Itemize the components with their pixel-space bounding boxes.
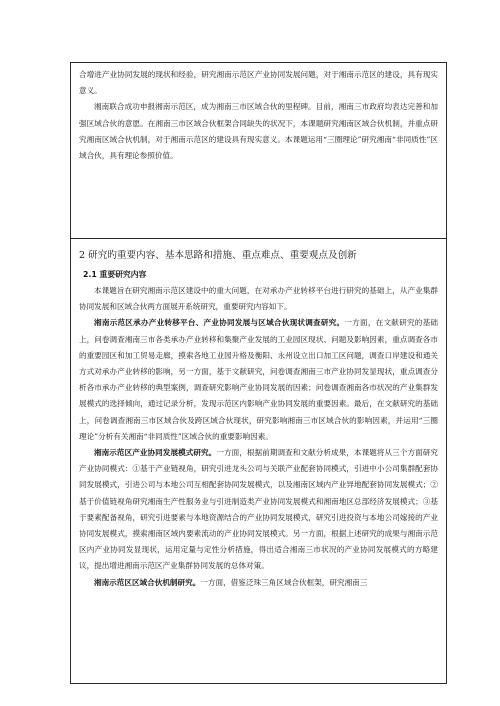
table-cell-research-content <box>71 238 446 683</box>
table-cell-background <box>71 63 446 237</box>
paragraph-continued: 合增进产业协同发展的现状和经验，研究湘南示范区产业协同发展问题，对于湘南示范区的建设，具有现实意义。 <box>79 70 438 96</box>
paragraph-survey-title: 湘南示范区承办产业转移平台、产业协同发展与区域合伙现状调查研究。 <box>94 318 345 328</box>
paragraph-survey-body: 一方面，在文献研究的基础上，问卷调查湘南三市各类承办产业转移和集聚产业发展的工业园区现状、问题及影响因素，重点调查各市的重要园区和加工贸易走廊，摸索各地工业园升格及衡阳、永州设立出口加工区问题，调查口岸建设和通关方式对承办产业转移的影响，另一方面，基于文献研究，问卷调查湘南三市产业协同发显现状，重点调查分析各市承办产业转移的典型案例，调查研究影响产业协同发展的因素；问卷调查湘南各市状况的产业集群发展模式的选择倾向，通过记录分析，发现示范区内影响产业协同发展的重要因素。最后，在文献研究的基础上，问卷调查湘南三市区域合伙及跨区域合伙现状，研究影响湘南三市区域合伙的影响因素，并运用“三圈理论”分析有关湘南“非同质性”区域合伙的重要影响因素。 <box>79 318 439 441</box>
section-heading: 2 研究旳重要内容、基本思路和措施、重点难点、重要观点及创新 <box>79 250 357 261</box>
paragraph-survey <box>79 315 438 445</box>
paragraph-mode-body: 一方面，根据前期调查和文献分析成果，本课题将从三个方面研究产业协同模式：①基于产业链视角，研究引进龙头公司与关联产业配套协同模式，引进中小公司集群配套协同发展模式，引进公司与本地公司互相配套协同发展模式，以及湘南区域内产业异地配套协同发展模式；②基于价值链视角研究湘南生产性服务业与引进制造类产业协同发展模式和湘南地区总部经济发展模式；③基于要素配备视角，研究引进要素与本地资源结合的产业协同发展模式，研究引进投资与本地公司嫁接的产业协同发展模式，摸索湘南区域内要素流动的产业协同发展模式。另一方面，根据上述研究的成果与湘南示范区内产业协同发显现状，运用定量与定性分析措施，得出适合湘南三市状况的产业协同发展模式的方略建议，提出增进湘南示范区产业集群协同发展的总体对策。 <box>79 448 438 571</box>
paragraph-mode <box>79 445 438 575</box>
paragraph-mode-title: 湘南示范区产业协同发展模式研究。 <box>94 448 217 458</box>
paragraph-significance: 湘南联合成功申报湘南示范区，成为湘南三市区域合伙的里程碑。目前，湘南三市政府均表达完善和加强区域合伙的意愿。在湘南三市区域合伙框架合同缺失的状况下，本课题研究湘南区域合伙机制，并重点研究湘南区域合伙机制，对于湘南示范区的建设具有现实意义。本课题运用“三圈理论”研究湘南“非同质性”区域合伙，具有理论参照价值。 <box>79 102 438 161</box>
paragraph-mechanism-title: 湘南示范区区域合伙机制研究。 <box>94 577 201 587</box>
paragraph-mechanism <box>79 575 438 591</box>
paragraph-mechanism-body: 一方面，借鉴泛珠三角区域合伙框架，研究湘南三 <box>200 577 368 587</box>
paragraph-intro: 本课题旨在研究湘南示范区建设中的重大问题，在对承办产业转移平台进行研究的基础上，从产业集群协同发展和区域合伙两方面展开系统研究，重要研究内容如下。 <box>79 286 438 312</box>
document-table <box>70 62 447 684</box>
subsection-heading: 2.1 重要研究内容 <box>83 270 147 279</box>
